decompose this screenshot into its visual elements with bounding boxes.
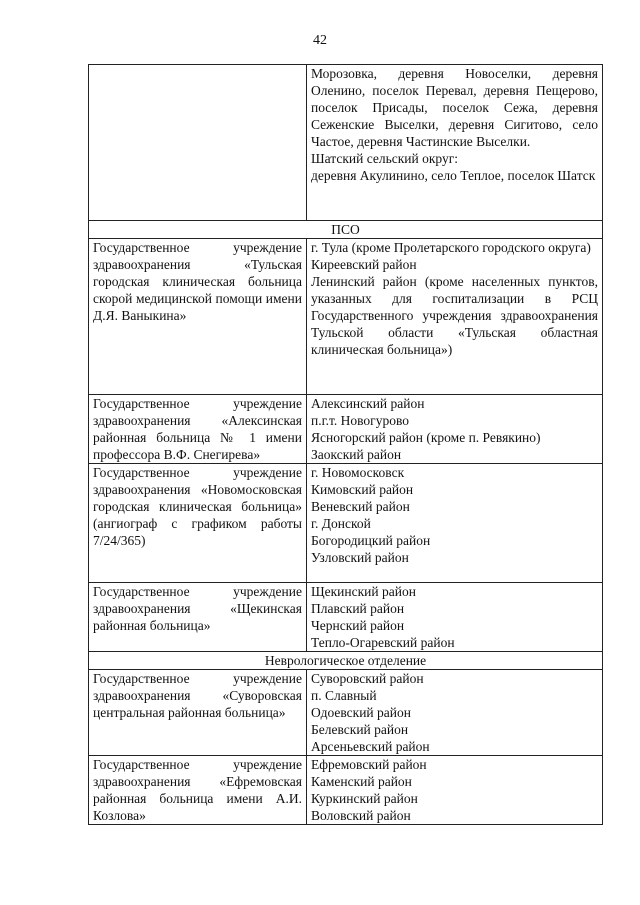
okrug-text: деревня Акулинино, село Теплое, поселок Шатск xyxy=(311,168,596,183)
table-row xyxy=(89,395,603,464)
area-item: Арсеньевский район xyxy=(311,739,430,754)
institution-cell: Государственное учреждение здравоохранения «Тульская городская клиническая больница скорой медицинской помощи имени Д.Я. Ваныкина» xyxy=(89,239,307,395)
area-item: Одоевский район xyxy=(311,705,411,720)
area-item: Киреевский район xyxy=(311,257,417,272)
area-item: Алексинский район xyxy=(311,396,425,411)
okrug-title: Шатский сельский округ: xyxy=(311,151,459,166)
institution-cell-empty xyxy=(89,65,307,221)
area-item: Кимовский район xyxy=(311,482,414,497)
areas-cell xyxy=(307,395,603,464)
area-item: Плавский район xyxy=(311,601,405,616)
area-item: г. Новомосковск xyxy=(311,465,405,480)
area-item: Белевский район xyxy=(311,722,409,737)
institution-cell: Государственное учреждение здравоохранения «Суворовская центральная районная больница» xyxy=(89,670,307,756)
institution-cell: Государственное учреждение здравоохранения «Алексинская районная больница № 1 имени профессора В.Ф. Снегирева» xyxy=(89,395,307,464)
table-row xyxy=(89,239,603,395)
area-text-continued: Морозовка, деревня Новоселки, деревня Оленино, поселок Перевал, деревня Пещерово, поселок Присады, поселок Сежа, деревня Сеженские Выселки, деревня Сигитово, село Частое, деревня Частинские Выселки. xyxy=(311,66,598,149)
section-header-neuro: Неврологическое отделение xyxy=(89,652,603,670)
area-item: п. Славный xyxy=(311,688,377,703)
area-item: Чернский район xyxy=(311,618,405,633)
areas-cell xyxy=(307,464,603,583)
area-item: Щекинский район xyxy=(311,584,416,599)
areas-cell-continued xyxy=(307,65,603,221)
area-item: Ефремовский район xyxy=(311,757,427,772)
areas-cell xyxy=(307,583,603,652)
area-item: Куркинский район xyxy=(311,791,418,806)
area-item: Суворовский район xyxy=(311,671,424,686)
area-item: Веневский район xyxy=(311,499,410,514)
table-row xyxy=(89,464,603,583)
section-row-pso xyxy=(89,221,603,239)
area-item: Ленинский район (кроме населенных пунктов, указанных для госпитализации в РСЦ Государственного учреждения здравоохранения Тульской области «Тульская областная клиническая больница») xyxy=(311,274,598,357)
page-number: 42 xyxy=(313,33,327,48)
area-item: п.г.т. Новогурово xyxy=(311,413,409,428)
areas-cell xyxy=(307,756,603,825)
area-item: Тепло-Огаревский район xyxy=(311,635,455,650)
areas-cell xyxy=(307,239,603,395)
table-row xyxy=(89,670,603,756)
institution-cell: Государственное учреждение здравоохранения «Щекинская районная больница» xyxy=(89,583,307,652)
institution-cell: Государственное учреждение здравоохранения «Новомосковская городская клиническая больница» (ангиограф с графиком работы 7/24/365) xyxy=(89,464,307,583)
table-row xyxy=(89,756,603,825)
area-item: Узловский район xyxy=(311,550,409,565)
table-row xyxy=(89,583,603,652)
area-item: Воловский район xyxy=(311,808,411,823)
area-item: Каменский район xyxy=(311,774,412,789)
section-header-pso: ПСО xyxy=(89,221,603,239)
table-row-continued xyxy=(89,65,603,221)
area-item: г. Донской xyxy=(311,516,371,531)
hospital-assignment-table xyxy=(88,64,603,825)
area-item: Заокский район xyxy=(311,447,402,462)
area-item: Ясногорский район (кроме п. Ревякино) xyxy=(311,430,541,445)
areas-cell xyxy=(307,670,603,756)
area-item: г. Тула (кроме Пролетарского городского округа) xyxy=(311,240,591,255)
institution-cell: Государственное учреждение здравоохранения «Ефремовская районная больница имени А.И. Козлова» xyxy=(89,756,307,825)
section-row-neuro xyxy=(89,652,603,670)
area-item: Богородицкий район xyxy=(311,533,431,548)
